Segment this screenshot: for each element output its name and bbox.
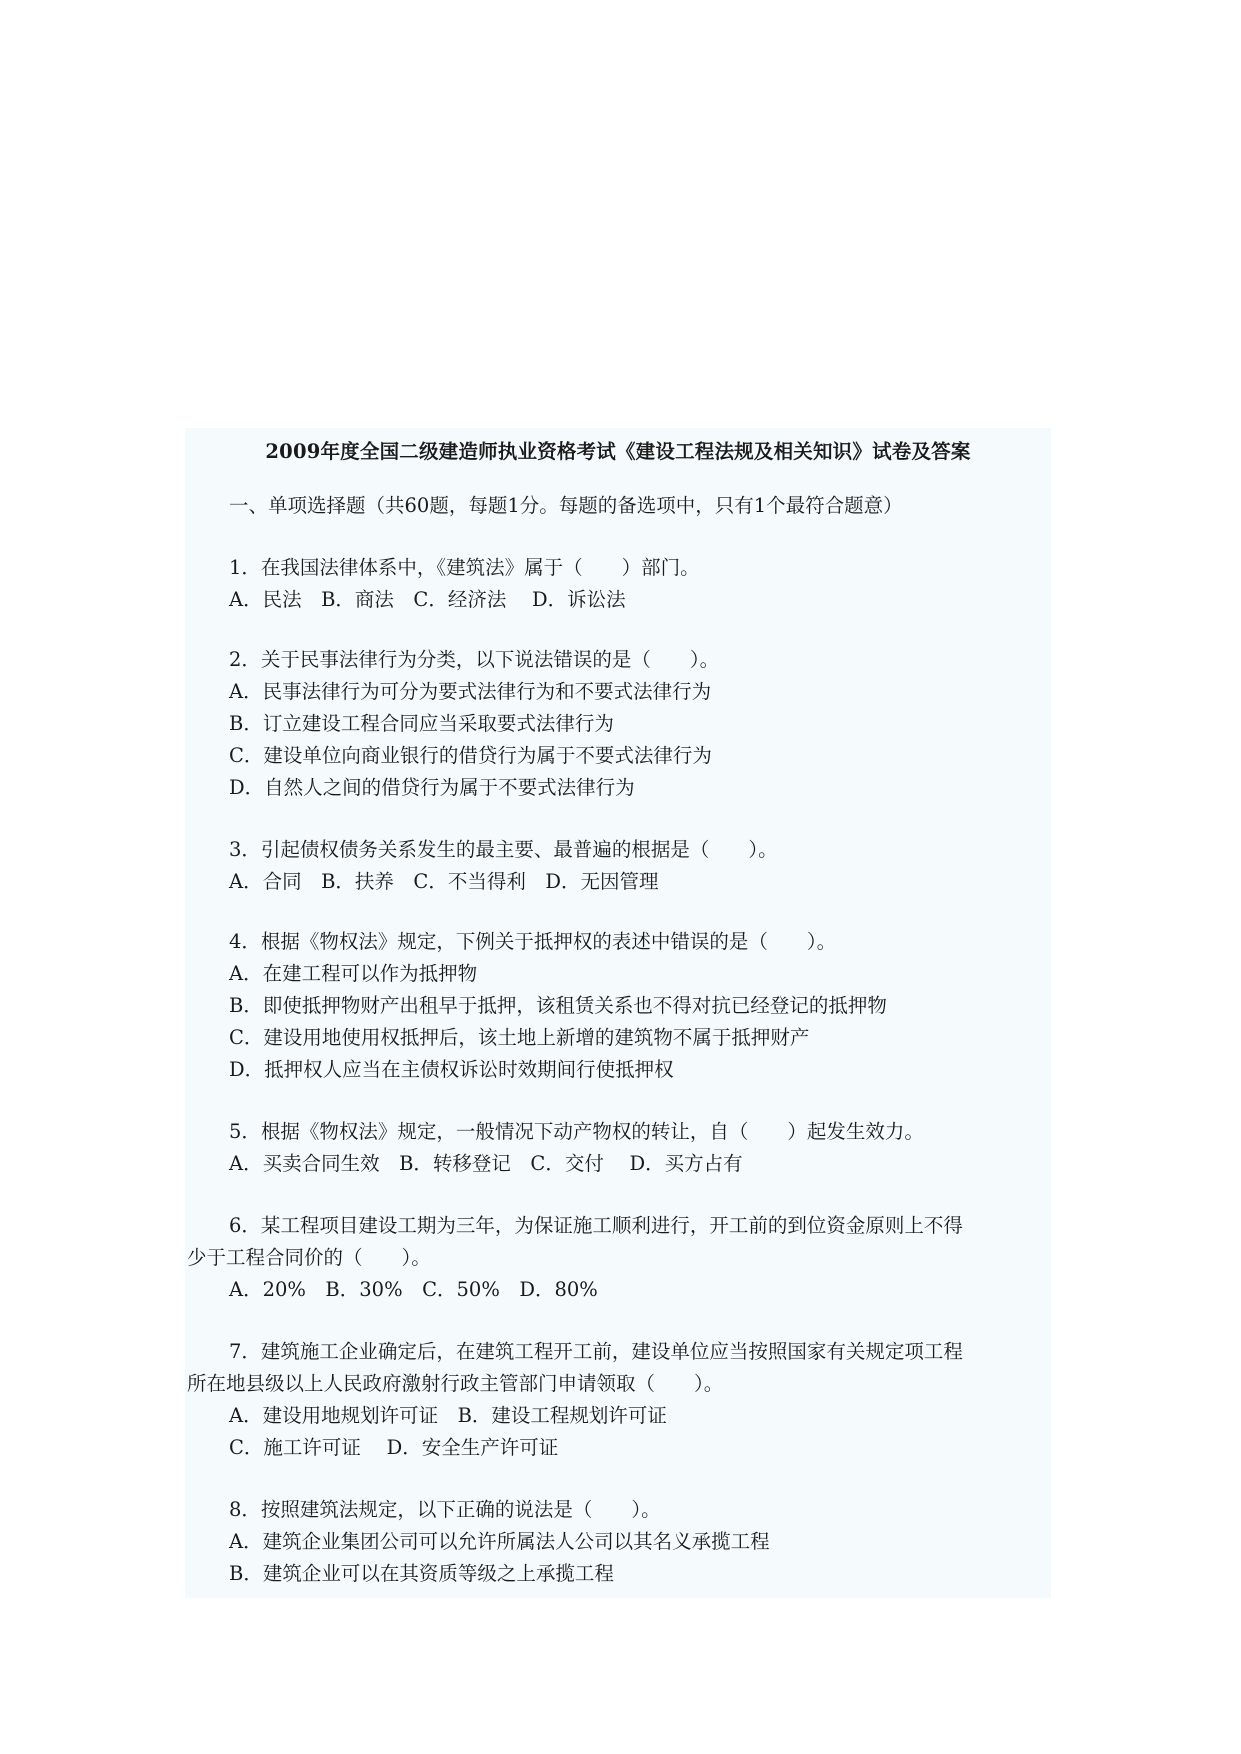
question-2-option-c: C．建设单位向商业银行的借贷行为属于不要式法律行为: [229, 744, 712, 767]
question-1-stem: 1．在我国法律体系中，《建筑法》属于（ ）部门。: [229, 556, 700, 579]
question-4-option-a: A．在建工程可以作为抵押物: [229, 962, 478, 985]
question-4-option-d: D．抵押权人应当在主债权诉讼时效期间行使抵押权: [229, 1058, 674, 1081]
question-6-options: A．20% B．30% C．50% D．80%: [229, 1278, 598, 1301]
question-4-option-b: B．即使抵押物财产出租早于抵押，该租赁关系也不得对抗已经登记的抵押物: [229, 994, 887, 1017]
question-2-option-a: A．民事法律行为可分为要式法律行为和不要式法律行为: [229, 680, 712, 703]
question-7-stem-line-1: 7．建筑施工企业确定后，在建筑工程开工前，建设单位应当按照国家有关规定项工程: [229, 1340, 963, 1363]
question-7-stem-line-2: 所在地县级以上人民政府激射行政主管部门申请领取（ ）。: [187, 1372, 724, 1395]
section-heading: 一、单项选择题（共60题，每题1分。每题的备选项中，只有1个最符合题意）: [229, 494, 903, 517]
question-8-option-b: B．建筑企业可以在其资质等级之上承揽工程: [229, 1562, 614, 1585]
document-title: 2009年度全国二级建造师执业资格考试《建设工程法规及相关知识》试卷及答案: [265, 440, 971, 463]
question-6-stem-line-1: 6．某工程项目建设工期为三年，为保证施工顺利进行，开工前的到位资金原则上不得: [229, 1214, 963, 1237]
question-3-stem: 3．引起债权债务关系发生的最主要、最普遍的根据是（ ）。: [229, 838, 778, 861]
question-1-options: A．民法 B．商法 C．经济法 D．诉讼法: [229, 588, 626, 611]
question-8-stem: 8．按照建筑法规定，以下正确的说法是（ ）。: [229, 1498, 661, 1521]
question-4-stem: 4．根据《物权法》规定，下例关于抵押权的表述中错误的是（ ）。: [229, 930, 837, 953]
question-5-options: A．买卖合同生效 B．转移登记 C．交付 D．买方占有: [229, 1152, 743, 1175]
question-7-options-line-1: A．建设用地规划许可证 B．建设工程规划许可证: [229, 1404, 667, 1427]
question-6-stem-line-2: 少于工程合同价的（ ）。: [187, 1246, 431, 1269]
question-2-option-b: B．订立建设工程合同应当采取要式法律行为: [229, 712, 614, 735]
question-3-options: A．合同 B．扶养 C．不当得利 D．无因管理: [229, 870, 659, 893]
question-8-option-a: A．建筑企业集团公司可以允许所属法人公司以其名义承揽工程: [229, 1530, 770, 1553]
document-content: [185, 428, 1051, 1598]
question-7-options-line-2: C．施工许可证 D．安全生产许可证: [229, 1436, 559, 1459]
question-2-option-d: D．自然人之间的借贷行为属于不要式法律行为: [229, 776, 635, 799]
question-4-option-c: C．建设用地使用权抵押后，该土地上新增的建筑物不属于抵押财产: [229, 1026, 810, 1049]
question-5-stem: 5．根据《物权法》规定，一般情况下动产物权的转让，自（ ）起发生效力。: [229, 1120, 924, 1143]
question-2-stem: 2．关于民事法律行为分类，以下说法错误的是（ ）。: [229, 648, 720, 671]
